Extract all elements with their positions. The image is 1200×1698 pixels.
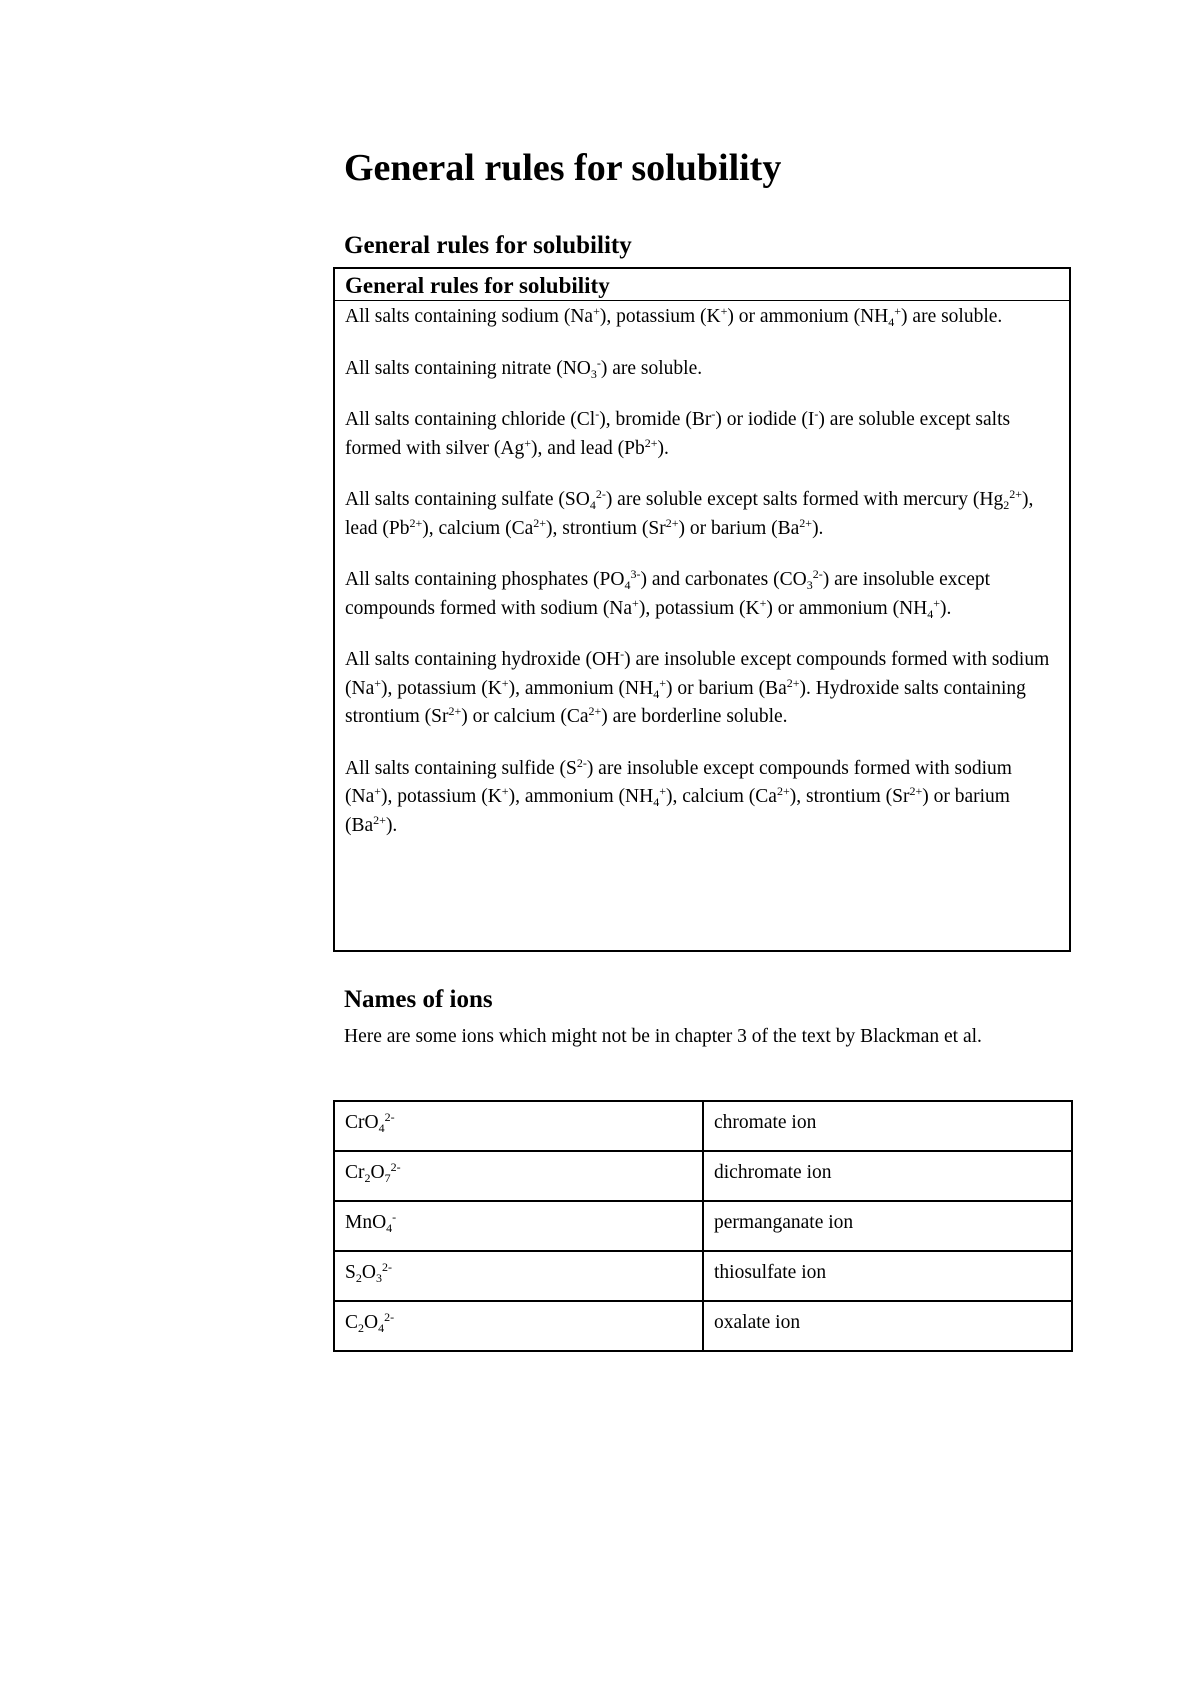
solubility-rule: All salts containing nitrate $(NO_3^-)$ are soluble. (345, 355, 703, 381)
ions-heading: Names of ions (344, 986, 493, 1013)
ions-table (333, 1100, 1073, 1352)
ion-name: permanganate ion (703, 1201, 1072, 1251)
table-row (334, 1251, 1072, 1301)
solubility-rule: All salts containing sulfate $(SO_4^{2-})$ are soluble except salts formed with mercury $(Hg_2^{2+})$, lead $(Pb^{2+})$, calcium $(Ca^{2+})$, strontium $(Sr^{2+})$ or barium $(Ba^{2+})$. (345, 487, 1034, 539)
table-row (334, 1201, 1072, 1251)
rules-box-header: General rules for solubility (335, 269, 1069, 301)
ion-formula: $C_2O_4^{2-}$ (334, 1301, 703, 1351)
ion-name: chromate ion (703, 1101, 1072, 1151)
solubility-rule: All salts containing sulfide $(S^{2-})$ are insoluble except compounds formed with sodium (Na+), potassium (K+), ammonium $(NH_4^+)$, calcium $(Ca^{2+})$, strontium $(Sr^{2+})$ or barium $(Ba^{2+})$. (345, 755, 1012, 836)
ion-formula: CrO$_4^{2-}$ (334, 1101, 703, 1151)
table-row (334, 1151, 1072, 1201)
solubility-rule: All salts containing chloride (Cl-), bromide (Br-) or iodide (I-) are soluble except salts formed with silver (Ag+), and lead $(Pb^{2+})$. (345, 407, 1011, 459)
table-row (334, 1301, 1072, 1351)
ion-name: dichromate ion (703, 1151, 1072, 1201)
section-heading: General rules for solubility (344, 232, 632, 259)
solubility-rule: All salts containing hydroxide (OH-) are insoluble except compounds formed with sodium (Na+), potassium (K+), ammonium $(NH_4^+)$ or barium $(Ba^{2+})$. Hydroxide salts containing strontium $(Sr^{2+})$ or calcium $(Ca^{2+})$ are borderline soluble. (345, 647, 1050, 727)
ion-name: thiosulfate ion (703, 1251, 1072, 1301)
ion-formula: MnO$_4$- (334, 1201, 703, 1251)
solubility-rules-box (333, 267, 1071, 952)
ion-name: oxalate ion (703, 1301, 1072, 1351)
solubility-rule: All salts containing phosphates $(PO_4^{3-})$ and carbonates $(CO_3^{2-})$ are insoluble except compounds formed with sodium (Na+), potassium (K+) or ammonium $(NH_4^+)$. (345, 567, 991, 621)
ion-formula: $S_2O_3^{2-}$ (334, 1251, 703, 1301)
page-title: General rules for solubility (344, 147, 782, 189)
rules-list (335, 301, 1069, 840)
ions-intro: Here are some ions which might not be in chapter 3 of the text by Blackman et al. (344, 1026, 982, 1047)
table-row (334, 1101, 1072, 1151)
ion-formula: $Cr_2O_7^{2-}$ (334, 1151, 703, 1201)
solubility-rule: All salts containing sodium (Na+), potassium (K+) or ammonium $(NH_4^+)$ are soluble. (345, 304, 1003, 329)
